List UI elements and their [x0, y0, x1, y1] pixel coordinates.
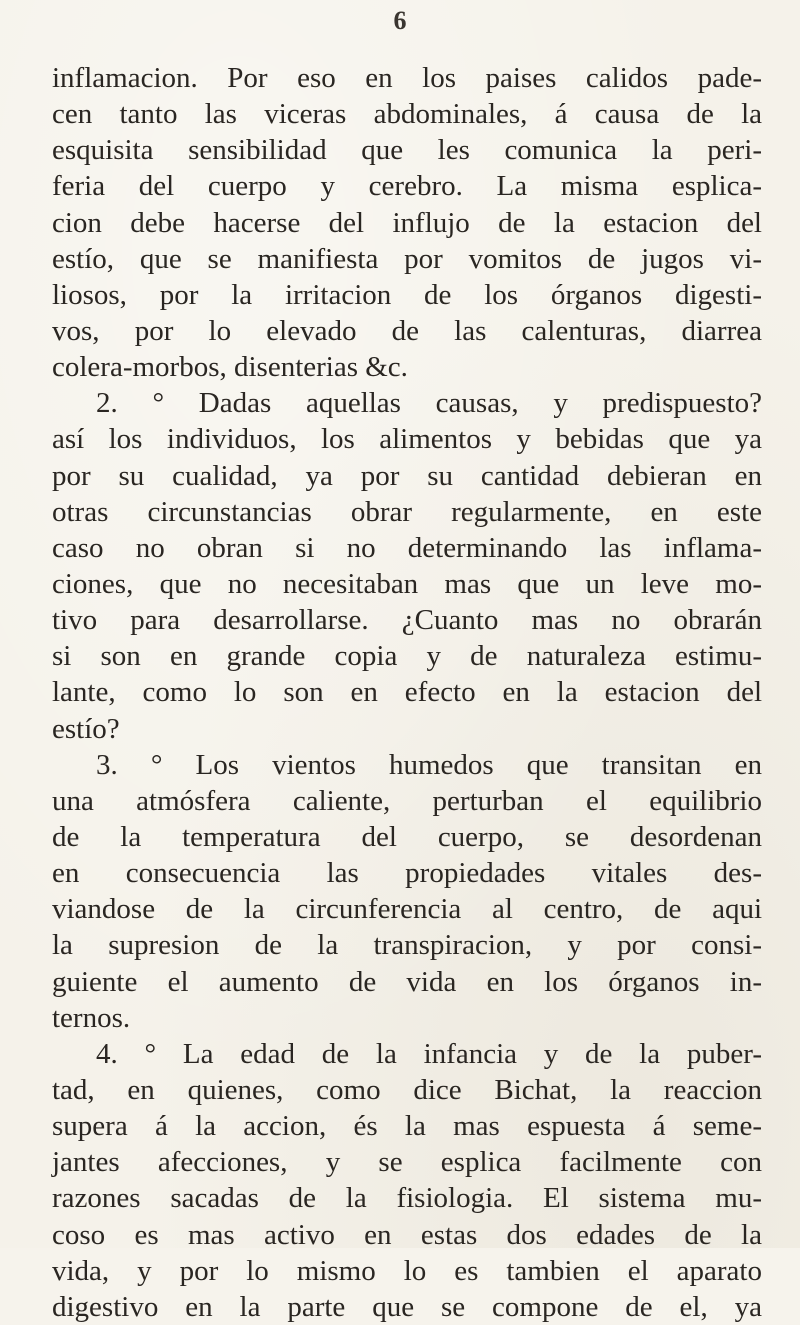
paragraph-start-line: 3. ° Los vientos humedos que transitan en — [96, 748, 762, 781]
text-line: colera-morbos, disenterias &c. — [52, 351, 408, 384]
text-line: jantes afecciones, y se esplica facilmente con — [52, 1146, 762, 1179]
text-line: lante, como lo son en efecto en la estacion del — [52, 676, 762, 709]
text-line: si son en grande copia y de naturaleza estimu- — [52, 640, 762, 673]
text-line: cion debe hacerse del influjo de la estacion del — [52, 206, 762, 239]
text-line: cen tanto las viceras abdominales, á causa de la — [52, 98, 762, 131]
text-line: coso es mas activo en estas dos edades de la — [52, 1218, 762, 1251]
text-line: otras circunstancias obrar regularmente, en este — [52, 495, 762, 528]
text-line: de la temperatura del cuerpo, se desordenan — [52, 820, 762, 853]
text-line: inflamacion. Por eso en los paises calidos pade- — [52, 62, 762, 94]
page-number: 6 — [393, 6, 407, 35]
text-line: ciones, que no necesitaban mas que un leve mo- — [52, 567, 762, 600]
text-line: en consecuencia las propiedades vitales des- — [52, 857, 762, 890]
text-line: razones sacadas de la fisiologia. El sistema mu- — [52, 1182, 762, 1215]
text-line: la supresion de la transpiracion, y por consi- — [52, 929, 762, 962]
paragraph-start-line: 4. ° La edad de la infancia y de la puber- — [96, 1037, 762, 1070]
text-line: por su cualidad, ya por su cantidad debieran en — [52, 459, 762, 492]
text-line: esquisita sensibilidad que les comunica la peri- — [52, 134, 762, 167]
text-line: viandose de la circunferencia al centro, de aqui — [52, 893, 762, 926]
text-line: digestivo en la parte que se compone de el, ya — [52, 1290, 762, 1323]
text-line: estío, que se manifiesta por vomitos de jugos vi- — [52, 242, 762, 275]
text-line: tad, en quienes, como dice Bichat, la reaccion — [52, 1073, 762, 1106]
text-line: feria del cuerpo y cerebro. La misma esplica- — [52, 170, 762, 203]
text-line: una atmósfera caliente, perturban el equilibrio — [52, 784, 762, 817]
text-line: así los individuos, los alimentos y bebidas que ya — [52, 423, 762, 456]
text-line: tivo para desarrollarse. ¿Cuanto mas no obrarán — [52, 604, 762, 637]
text-line: liosos, por la irritacion de los órganos digesti- — [52, 278, 762, 311]
text-line: guiente el aumento de vida en los órganos in- — [52, 965, 762, 998]
paragraph-start-line: 2. ° Dadas aquellas causas, y predispuesto? — [96, 387, 762, 420]
text-line: supera á la accion, és la mas espuesta á seme- — [52, 1110, 762, 1143]
text-line: vida, y por lo mismo lo es tambien el aparato — [52, 1254, 762, 1287]
text-line: estío? — [52, 712, 120, 745]
text-line: ternos. — [52, 1001, 131, 1034]
body-text — [52, 60, 762, 1325]
text-line: vos, por lo elevado de las calenturas, diarrea — [52, 314, 762, 347]
text-line: caso no obran si no determinando las inflama- — [52, 531, 762, 564]
